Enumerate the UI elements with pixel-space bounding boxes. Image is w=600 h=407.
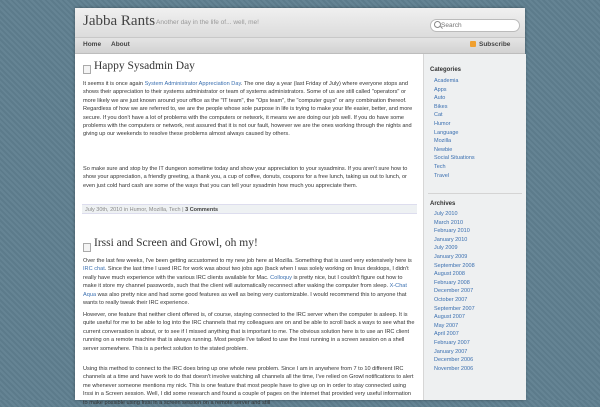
sidebar-category-link[interactable]: Travel [434,172,450,179]
sidebar-archive-link[interactable]: March 2010 [434,219,464,226]
search-input[interactable] [441,20,515,31]
post-title-1[interactable]: Happy Sysadmin Day [94,60,195,72]
sidebar-category-link[interactable]: Social Situations [434,155,475,162]
colloquy-link[interactable]: Colloquy [270,274,292,281]
post-1-paragraph-1: It seems it is once again System Administrator Appreciation Day. The one day a year (last Friday of July) where everyone stops and shows their appreciation to their systems administrator or team of systems administrators. Some of us are still called "operators" or more likely we are just known around your office as the "IT team", the "Ops team", the "computer guys" or any combination thereof. Regardless of how we are referred to, we are the people whose sole purpose in life is trying to make your life easier, better, and more secure. If you don't have a lot of problems with the computers or network, it means we are doing our job well. If you do have some problems with the computers or network, rest assured that it is not our fault, however we are the ones working through the nights and giving up our weekends to resolve these problems almost always caused by others. [83,81,413,138]
categories-list [434,77,475,180]
sidebar-archive-link[interactable]: January 2009 [434,253,468,260]
nav-home[interactable]: Home [83,41,102,48]
sidebar-category-link[interactable]: Cat [434,112,443,119]
sidebar-archive-link[interactable]: July 2010 [434,211,458,217]
subscribe-link[interactable] [479,41,510,48]
sidebar-category-link[interactable]: Mozilla [434,138,452,145]
sidebar-archive-link[interactable]: October 2007 [434,296,468,303]
sidebar-archive-link[interactable]: January 2007 [434,348,468,355]
sidebar-archive-link[interactable]: December 2006 [434,357,474,364]
page [75,8,525,406]
sysadmin-day-link[interactable]: System Administrator Appreciation Day [144,81,241,87]
post-categories[interactable]: in Humor, Mozilla, Tech [123,207,181,213]
sidebar-archive-link[interactable]: February 2008 [434,279,470,286]
sidebar-category-link[interactable]: Bikes [434,103,448,110]
sidebar-category-link[interactable]: Language [434,129,459,136]
post-2-paragraph-1: Over the last few weeks, I've been getting accustomed to my new job here at Mozilla. Something that is used very extensively here is IRC chat. Since the last time I used IRC for work was about two jobs ago (back when I was solely working on linux desktops, I didn't really have much experience with the various IRC clients available for Mac. Colloquy is pretty nice, but I couldn't figure out how to make it store my channel passwords, such that the client will automatically reconnect after waking the computer from sleep. X-Chat Aqua was also pretty nice and had some good features as well as being very customizable. I would recommend this to anyone that wants to really tweak their IRC experience. [83,258,412,307]
sidebar-category-link[interactable]: Apps [434,86,447,93]
sidebar-archive-link[interactable]: November 2006 [434,365,474,372]
sidebar-category-link[interactable]: Newbie [434,146,453,153]
nav-bar [75,38,525,54]
sidebar [423,54,526,400]
sidebar-category-link[interactable]: Tech [434,163,446,170]
site-header [75,8,525,38]
xchat-aqua-link[interactable]: X-Chat Aqua [83,283,407,298]
sidebar-category-link[interactable]: Auto [434,95,446,102]
post-title-2[interactable]: Irssi and Screen and Growl, oh my! [94,237,258,249]
site-tagline: Another day in the life of... well, me! [156,19,259,26]
rss-icon [470,41,476,47]
post-icon [83,65,91,74]
search-icon [434,21,441,28]
post-1-paragraph-2: So make sure and stop by the IT dungeon sometime today and show your appreciation to your sysadmins. If you aren't sure how to show your appreciation, a friendly greeting, a thank you, a cup of coffee, donuts, coupons for a free lunch, taking us out to lunch, or even just cold hard cash are some of the ways that you can tell your sysadmin how much you appreciate them. [83,166,408,189]
sidebar-archive-link[interactable]: January 2010 [434,236,468,243]
sidebar-archive-link[interactable]: April 2007 [434,331,459,338]
comments-link[interactable]: 3 Comments [185,207,219,213]
sidebar-archive-link[interactable]: July 2009 [434,245,458,252]
nav-about[interactable]: About [111,41,130,48]
subscribe-label: Subscribe [479,41,511,48]
search-box[interactable] [430,19,520,32]
irc-chat-link[interactable]: IRC chat [83,266,105,273]
archives-list [434,210,475,373]
archives-heading: Archives [430,201,456,207]
sidebar-archive-link[interactable]: August 2008 [434,271,465,278]
sidebar-category-link[interactable]: Academia [434,78,459,84]
site-title[interactable]: Jabba Rants [83,13,156,29]
sidebar-archive-link[interactable]: September 2007 [434,305,475,312]
sidebar-divider [428,193,522,194]
post-2-paragraph-2: However, one feature that neither client offered is, of course, staying connected to the IRC server when the computer is asleep. It is quite useful for me to be able to log into the IRC channels that my colleagues are on and be able to scroll back a ways to see what the current conversation is about, or to see if I missed anything that is important to me. The obvious solution here is to use an IRC client running on a remote machine that is always running. Most people I've talked to use the Irssi running in a screen session on a shell server somewhere. This is a perfect solution to the stated problem. [83,312,415,352]
sidebar-archive-link[interactable]: February 2007 [434,339,470,346]
post-2-paragraph-3: Using this method to connect to the IRC does bring up one whole new problem. Since I am in anywhere from 7 to 10 different IRC channels at a time and have work to do that doesn't involve watching all channels all the time, I've relied on Growl notifications to alert me whenever someone mentions my nick. This is one feature that most people have to give up on in order to stay connected using Irssi in a Screen session. Well, I did some research and found a couple of pages on the internet that provided very useful information to make possible using Irssi in a screen session on a remote server and still [83,366,414,406]
sidebar-archive-link[interactable]: December 2007 [434,288,474,295]
sidebar-category-link[interactable]: Humor [434,120,451,127]
post-icon [83,243,91,252]
sidebar-archive-link[interactable]: August 2007 [434,314,465,321]
post-1-meta: July 30th, 2010 in Humor, Mozilla, Tech | 3 Comments [82,204,417,214]
sidebar-archive-link[interactable]: February 2010 [434,228,470,235]
sidebar-archive-link[interactable]: May 2007 [434,322,459,329]
post-date: July 30th, 2010 [85,207,123,213]
sidebar-archive-link[interactable]: September 2008 [434,262,475,269]
categories-heading: Categories [430,67,462,73]
